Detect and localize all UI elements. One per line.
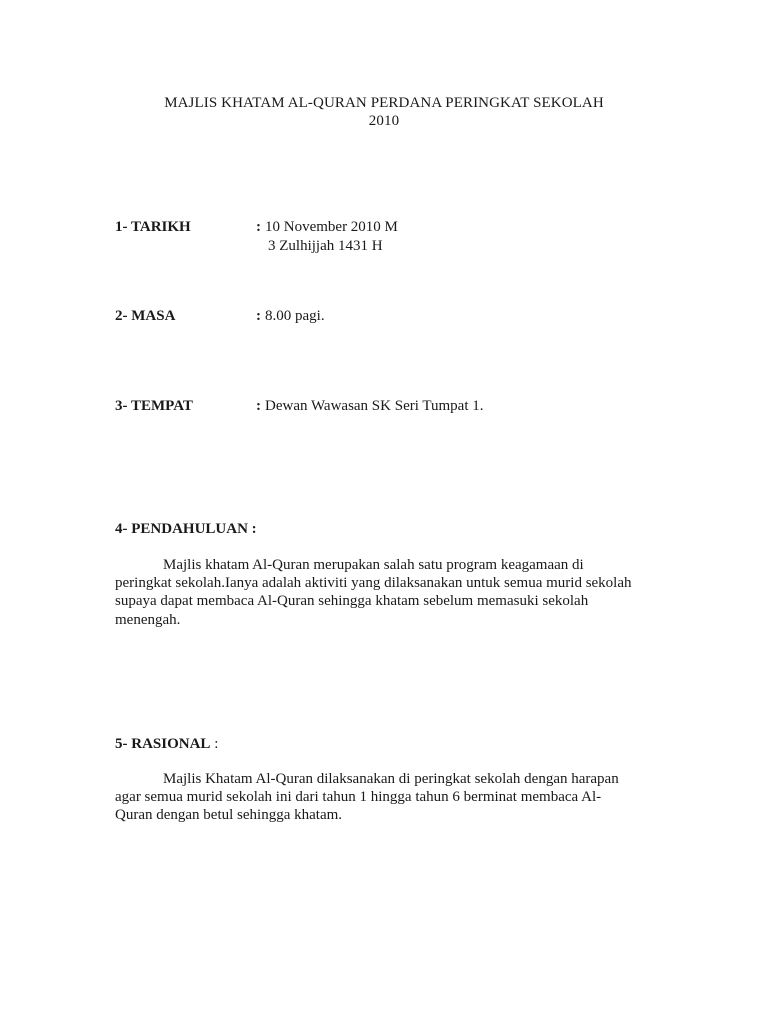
tempat-label: 3- TEMPAT bbox=[115, 398, 193, 414]
document-title: MAJLIS KHATAM AL-QURAN PERDANA PERINGKAT SEKOLAH bbox=[164, 95, 604, 111]
rasional-heading-colon: : bbox=[210, 736, 219, 752]
masa-label: 2- MASA bbox=[115, 308, 176, 324]
pendahuluan-line: peringkat sekolah.Ianya adalah aktiviti yang dilaksanakan untuk semua murid sekolah bbox=[115, 575, 632, 592]
rasional-paragraph bbox=[115, 770, 655, 825]
rasional-line: Majlis Khatam Al-Quran dilaksanakan di peringkat sekolah dengan harapan bbox=[163, 771, 619, 787]
rasional-line: Quran dengan betul sehingga khatam. bbox=[115, 807, 343, 824]
tarikh-hijri: 3 Zulhijjah 1431 H bbox=[268, 238, 383, 254]
masa-value: 8.00 pagi. bbox=[265, 308, 325, 324]
tempat-colon: : bbox=[256, 398, 261, 414]
tarikh-colon: : bbox=[256, 219, 261, 235]
tarikh-value bbox=[256, 218, 398, 236]
pendahuluan-line: menengah. bbox=[115, 611, 181, 628]
pendahuluan-heading-text: 4- PENDAHULUAN : bbox=[115, 521, 257, 537]
pendahuluan-paragraph bbox=[115, 556, 655, 629]
rasional-line: agar semua murid sekolah ini dari tahun 1 hingga tahun 6 berminat membaca Al- bbox=[115, 789, 602, 806]
tarikh-gregorian: 10 November 2010 M bbox=[265, 219, 398, 235]
rasional-heading bbox=[115, 735, 218, 753]
rasional-heading-text: 5- RASIONAL bbox=[115, 736, 211, 752]
pendahuluan-heading bbox=[115, 520, 257, 538]
tempat-value: Dewan Wawasan SK Seri Tumpat 1. bbox=[265, 398, 484, 414]
tempat-value-row bbox=[256, 397, 484, 415]
pendahuluan-line: supaya dapat membaca Al-Quran sehingga khatam sebelum memasuki sekolah bbox=[115, 593, 589, 610]
masa-value-row bbox=[256, 307, 325, 325]
masa-colon: : bbox=[256, 308, 261, 324]
tarikh-label: 1- TARIKH bbox=[115, 219, 191, 235]
pendahuluan-line: Majlis khatam Al-Quran merupakan salah satu program keagamaan di bbox=[163, 557, 584, 573]
document-title-year: 2010 bbox=[368, 113, 400, 129]
